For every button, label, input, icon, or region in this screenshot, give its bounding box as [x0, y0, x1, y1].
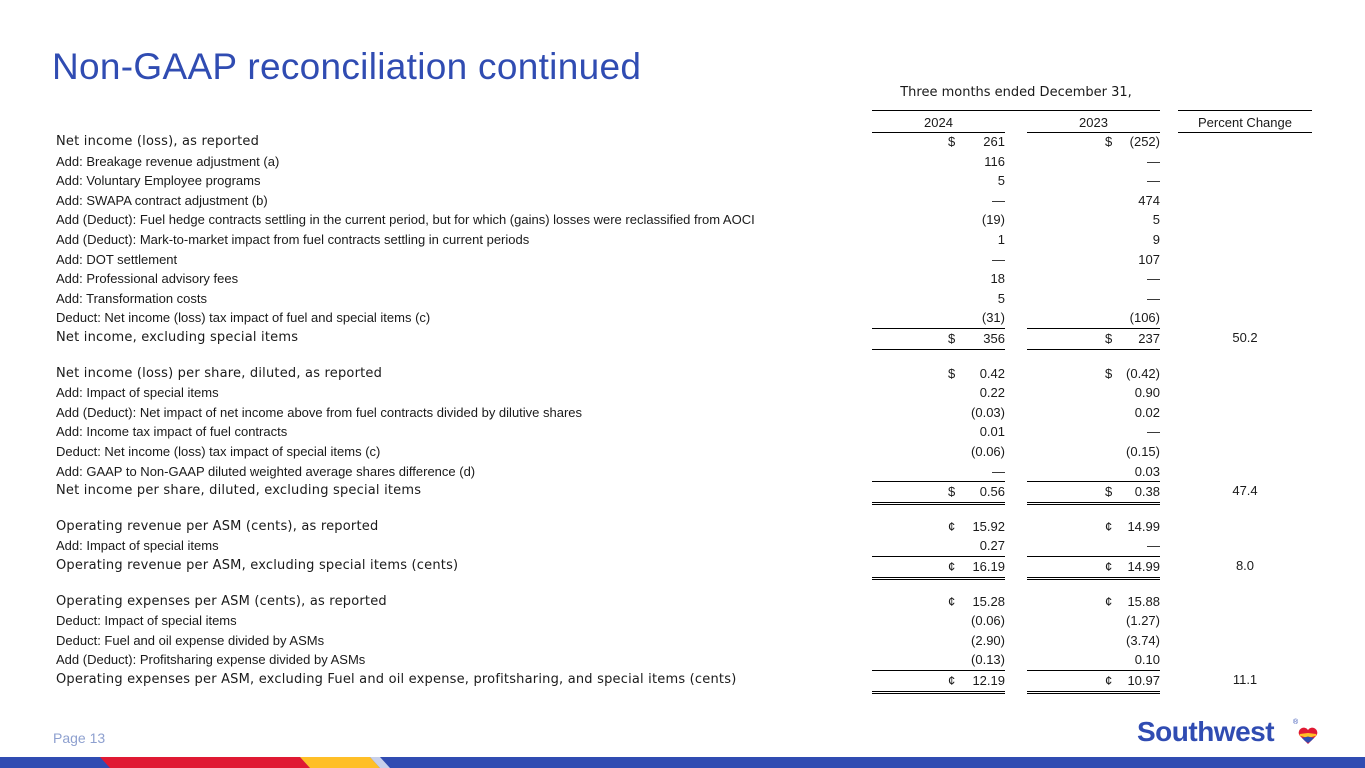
value-2024-cell	[872, 442, 1005, 462]
value-2023-cell	[1027, 191, 1160, 211]
value-2024-cell	[872, 230, 1005, 250]
value-2024-cell	[872, 191, 1005, 211]
value-2024: 18	[990, 271, 1005, 287]
value-2023: —	[1147, 290, 1160, 306]
value-2023-cell	[1027, 403, 1160, 423]
percent-change: 8.0	[1235, 558, 1255, 573]
column-header-2024: 2024	[872, 113, 1005, 133]
value-2023: 14.99	[1127, 518, 1160, 534]
value-2024: —	[992, 463, 1005, 479]
value-2024-cell	[872, 403, 1005, 423]
page-number: Page 13	[53, 730, 106, 746]
table-row	[0, 650, 1365, 670]
currency-symbol: ¢	[1105, 593, 1113, 609]
value-2023-cell	[1027, 250, 1160, 270]
value-2024: 0.22	[979, 385, 1005, 401]
value-2023: 0.03	[1134, 463, 1160, 479]
currency-symbol: ¢	[1105, 673, 1113, 688]
value-2024: 0.01	[979, 424, 1005, 440]
value-2023: 107	[1138, 251, 1160, 267]
value-2024-cell	[872, 132, 1005, 152]
value-2023-cell	[1027, 328, 1160, 350]
table-row	[0, 383, 1365, 403]
value-2023-cell	[1027, 536, 1160, 556]
heart-icon	[1298, 727, 1318, 745]
value-2024: (19)	[981, 212, 1005, 228]
table-row	[0, 289, 1365, 309]
value-2024: 116	[984, 153, 1005, 169]
row-label: Add (Deduct): Net impact of net income above from fuel contracts divided by dilutive shares	[56, 404, 583, 420]
column-header-2023: 2023	[1027, 113, 1160, 133]
value-2024: 16.19	[972, 559, 1005, 574]
table-row	[0, 517, 1365, 537]
value-2023-cell	[1027, 631, 1160, 651]
value-2023: 10.97	[1127, 673, 1160, 688]
value-2023-cell	[1027, 383, 1160, 403]
value-2023-cell	[1027, 289, 1160, 309]
value-2024: 15.28	[972, 593, 1005, 609]
row-label: Add (Deduct): Mark-to-market impact from fuel contracts settling in current periods	[56, 232, 530, 247]
value-2023: 5	[1152, 212, 1160, 228]
value-2024-cell	[872, 670, 1005, 694]
value-2024-cell	[872, 481, 1005, 505]
value-2024: —	[992, 192, 1005, 208]
table-row	[0, 132, 1365, 152]
row-label: Net income per share, diluted, excluding special items	[56, 483, 422, 499]
percent-change: 47.4	[1232, 483, 1258, 499]
value-2024: 261	[983, 134, 1005, 149]
row-label: Net income (loss) per share, diluted, as reported	[56, 365, 383, 381]
value-2023-cell	[1027, 364, 1160, 384]
value-2024: (0.13)	[971, 652, 1005, 668]
value-2024: (31)	[981, 310, 1005, 326]
value-2024: 15.92	[972, 518, 1005, 534]
value-2023: 9	[1152, 232, 1160, 247]
row-label: Add: Breakage revenue adjustment (a)	[56, 153, 280, 169]
value-2024-cell	[872, 250, 1005, 270]
row-label: Deduct: Fuel and oil expense divided by ASMs	[56, 632, 325, 648]
row-label: Operating expenses per ASM, excluding Fuel and oil expense, profitsharing, and special items (cents)	[56, 672, 737, 687]
row-label: Add: SWAPA contract adjustment (b)	[56, 192, 268, 208]
table-row	[0, 250, 1365, 270]
value-2023: —	[1147, 424, 1160, 440]
period-label: Three months ended December 31,	[900, 85, 1132, 100]
value-2023-cell	[1027, 230, 1160, 250]
table-row	[0, 403, 1365, 423]
currency-symbol: $	[1105, 484, 1113, 500]
column-header-percent-change: Percent Change	[1178, 113, 1312, 133]
value-2024-cell	[872, 422, 1005, 442]
value-2023: 474	[1138, 192, 1160, 208]
row-label: Add (Deduct): Fuel hedge contracts settling in the current period, but for which (gains) losses were reclassified from AOCI	[56, 212, 755, 228]
row-label: Add: GAAP to Non-GAAP diluted weighted average shares difference (d)	[56, 463, 476, 479]
row-label: Deduct: Net income (loss) tax impact of fuel and special items (c)	[56, 310, 431, 326]
table-row	[0, 462, 1365, 482]
value-2023: (106)	[1129, 310, 1160, 326]
value-2024-cell	[872, 269, 1005, 289]
value-2024-cell	[872, 536, 1005, 556]
currency-symbol: ¢	[948, 593, 956, 609]
row-label: Add: Income tax impact of fuel contracts	[56, 424, 288, 440]
value-2023-cell	[1027, 462, 1160, 482]
row-label: Add: Transformation costs	[56, 290, 208, 306]
value-2023: 15.88	[1127, 593, 1160, 609]
row-label: Add: Impact of special items	[56, 538, 219, 554]
value-2023: —	[1147, 538, 1160, 554]
row-label: Add (Deduct): Profitsharing expense divided by ASMs	[56, 652, 366, 668]
value-2023-cell	[1027, 269, 1160, 289]
table-row	[0, 230, 1365, 250]
row-label: Operating expenses per ASM (cents), as reported	[56, 593, 387, 609]
value-2023: 237	[1138, 331, 1160, 346]
southwest-logo: Southwest	[1137, 716, 1275, 747]
value-2023: (0.42)	[1126, 365, 1160, 381]
value-2024: 5	[997, 290, 1005, 306]
value-2023: 0.38	[1134, 484, 1160, 500]
table-row	[0, 536, 1365, 556]
row-label: Add: Voluntary Employee programs	[56, 173, 261, 189]
value-2023: (1.27)	[1126, 613, 1160, 629]
currency-symbol: $	[948, 484, 956, 500]
value-2023-cell	[1027, 592, 1160, 612]
table-row	[0, 364, 1365, 384]
table-row	[0, 210, 1365, 230]
currency-symbol: $	[948, 365, 956, 381]
value-2023-cell	[1027, 132, 1160, 152]
value-2024-cell	[872, 328, 1005, 350]
value-2024: 0.42	[979, 365, 1005, 381]
value-2024-cell	[872, 592, 1005, 612]
value-2023-cell	[1027, 171, 1160, 191]
footer-stripe	[0, 757, 1365, 768]
value-2024: 0.56	[979, 484, 1005, 500]
value-2023: —	[1147, 173, 1160, 189]
currency-symbol: $	[948, 134, 956, 149]
value-2024-cell	[872, 631, 1005, 651]
value-2024: 356	[983, 331, 1005, 346]
table-row	[0, 481, 1365, 501]
value-2023-cell	[1027, 670, 1160, 694]
value-2023-cell	[1027, 422, 1160, 442]
row-label: Add: Professional advisory fees	[56, 271, 239, 287]
value-2024-cell	[872, 210, 1005, 230]
page-title: Non-GAAP reconciliation continued	[52, 46, 642, 87]
row-label: Net income, excluding special items	[56, 330, 299, 345]
table-row	[0, 308, 1365, 328]
table-row	[0, 631, 1365, 651]
table-row	[0, 328, 1365, 348]
table-row	[0, 592, 1365, 612]
registered-mark: ®	[1293, 719, 1299, 726]
table-row	[0, 556, 1365, 576]
value-2024-cell	[872, 556, 1005, 580]
currency-symbol: $	[1105, 331, 1113, 346]
value-2024: 1	[997, 232, 1005, 247]
percent-change: 50.2	[1232, 330, 1258, 345]
value-2023-cell	[1027, 308, 1160, 328]
row-label: Operating revenue per ASM, excluding special items (cents)	[56, 558, 459, 573]
row-label: Add: DOT settlement	[56, 251, 178, 267]
table-row	[0, 611, 1365, 631]
value-2024: (0.03)	[971, 404, 1005, 420]
value-2024: —	[992, 251, 1005, 267]
value-2024-cell	[872, 289, 1005, 309]
table-row	[0, 269, 1365, 289]
table-row	[0, 670, 1365, 690]
currency-symbol: ¢	[1105, 518, 1113, 534]
value-2023: 0.10	[1134, 652, 1160, 668]
value-2023: 0.02	[1134, 404, 1160, 420]
value-2023-cell	[1027, 481, 1160, 505]
value-2024: (0.06)	[971, 613, 1005, 629]
value-2024: 12.19	[972, 673, 1005, 688]
value-2024: (0.06)	[971, 444, 1005, 459]
value-2023: 0.90	[1134, 385, 1160, 401]
row-label: Net income (loss), as reported	[56, 134, 260, 149]
value-2024: 0.27	[979, 538, 1005, 554]
value-2023-cell	[1027, 210, 1160, 230]
row-label: Deduct: Net income (loss) tax impact of special items (c)	[56, 444, 381, 459]
period-divider	[872, 110, 1160, 111]
currency-symbol: $	[1105, 134, 1113, 149]
value-2023-cell	[1027, 442, 1160, 462]
table-row	[0, 152, 1365, 172]
value-2024-cell	[872, 171, 1005, 191]
value-2024-cell	[872, 517, 1005, 537]
value-2024-cell	[872, 308, 1005, 328]
value-2023-cell	[1027, 517, 1160, 537]
value-2023-cell	[1027, 556, 1160, 580]
value-2023-cell	[1027, 611, 1160, 631]
currency-symbol: ¢	[948, 559, 956, 574]
value-2023: (3.74)	[1126, 632, 1160, 648]
percent-divider	[1178, 110, 1312, 111]
table-row	[0, 191, 1365, 211]
value-2024: 5	[997, 173, 1005, 189]
value-2024-cell	[872, 462, 1005, 482]
currency-symbol: ¢	[1105, 559, 1113, 574]
percent-change: 11.1	[1232, 672, 1258, 687]
value-2023: —	[1147, 153, 1160, 169]
row-label: Operating revenue per ASM (cents), as reported	[56, 518, 379, 534]
value-2024-cell	[872, 650, 1005, 670]
currency-symbol: $	[1105, 365, 1113, 381]
table-row	[0, 171, 1365, 191]
table-row	[0, 422, 1365, 442]
value-2023: (252)	[1129, 134, 1160, 149]
value-2024-cell	[872, 383, 1005, 403]
currency-symbol: ¢	[948, 673, 956, 688]
value-2023-cell	[1027, 650, 1160, 670]
value-2023: (0.15)	[1126, 444, 1160, 459]
row-label: Add: Impact of special items	[56, 385, 219, 401]
value-2024-cell	[872, 152, 1005, 172]
value-2023-cell	[1027, 152, 1160, 172]
row-label: Deduct: Impact of special items	[56, 613, 237, 629]
currency-symbol: $	[948, 331, 956, 346]
value-2024-cell	[872, 364, 1005, 384]
value-2024-cell	[872, 611, 1005, 631]
table-row	[0, 442, 1365, 462]
value-2023: —	[1147, 271, 1160, 287]
value-2024: (2.90)	[971, 632, 1005, 648]
value-2023: 14.99	[1127, 559, 1160, 574]
currency-symbol: ¢	[948, 518, 956, 534]
